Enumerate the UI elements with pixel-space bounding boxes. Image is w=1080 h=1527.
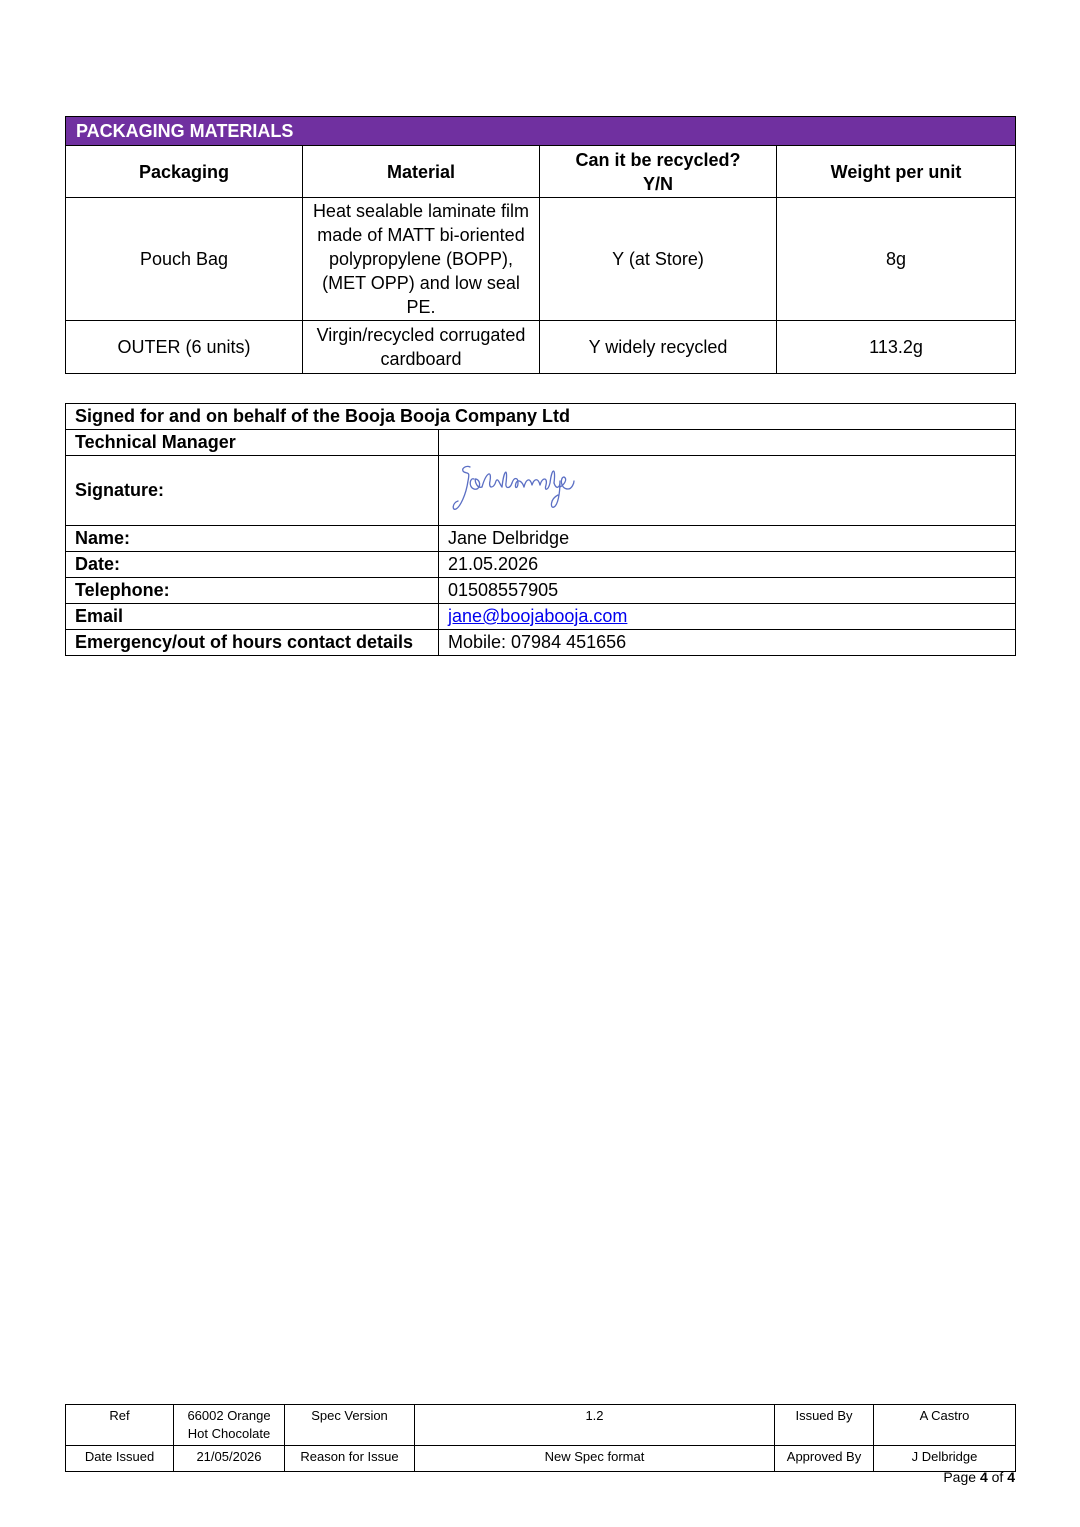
- date-issued-value: 21/05/2026: [174, 1446, 285, 1472]
- ref-value: 66002 Orange Hot Chocolate: [174, 1405, 285, 1446]
- table-row: [66, 321, 1016, 374]
- page-prefix: Page: [943, 1469, 977, 1485]
- column-header-recycled-line2: Y/N: [642, 173, 673, 194]
- approved-by-value: J Delbridge: [874, 1446, 1016, 1472]
- reason-value: New Spec format: [415, 1446, 775, 1472]
- packaging-materials-table: [65, 116, 1016, 374]
- spec-version-label: Spec Version: [285, 1405, 415, 1446]
- spec-version-value: 1.2: [415, 1405, 775, 1446]
- signature-image: [448, 459, 588, 517]
- column-header-packaging: Packaging: [66, 146, 303, 198]
- column-header-recycled-line1: Can it be recycled?: [575, 149, 741, 170]
- cell-weight: 113.2g: [777, 321, 1016, 374]
- cell-packaging: OUTER (6 units): [66, 321, 303, 374]
- emergency-label: Emergency/out of hours contact details: [66, 630, 439, 656]
- telephone-label: Telephone:: [66, 578, 439, 604]
- page-of: of: [991, 1469, 1004, 1485]
- section-title: PACKAGING MATERIALS: [66, 117, 1016, 146]
- document-control-table: [65, 1404, 1016, 1472]
- page-current: 4: [979, 1469, 988, 1485]
- date-issued-label: Date Issued: [66, 1446, 174, 1472]
- issued-by-label: Issued By: [775, 1405, 874, 1446]
- signature-label: Signature:: [66, 456, 439, 526]
- signoff-table: [65, 403, 1016, 656]
- email-link[interactable]: jane@boojabooja.com: [448, 606, 628, 626]
- signature-cell: [439, 456, 1016, 526]
- column-header-recycled: [540, 146, 777, 198]
- cell-recycled: Y (at Store): [540, 198, 777, 321]
- signoff-title: Signed for and on behalf of the Booja Booja Company Ltd: [66, 404, 1016, 430]
- date-value: 21.05.2026: [439, 552, 1016, 578]
- emergency-value: Mobile: 07984 451656: [439, 630, 1016, 656]
- name-value: Jane Delbridge: [439, 526, 1016, 552]
- role-label: Technical Manager: [66, 430, 439, 456]
- column-header-material: Material: [303, 146, 540, 198]
- reason-label: Reason for Issue: [285, 1446, 415, 1472]
- page-number: [943, 1469, 1015, 1485]
- cell-material: Heat sealable laminate film made of MATT bi-oriented polypropylene (BOPP), (MET OPP) and low seal PE.: [303, 198, 540, 321]
- page-total: 4: [1007, 1469, 1015, 1485]
- approved-by-label: Approved By: [775, 1446, 874, 1472]
- name-label: Name:: [66, 526, 439, 552]
- date-label: Date:: [66, 552, 439, 578]
- role-value: [439, 430, 1016, 456]
- telephone-value: 01508557905: [439, 578, 1016, 604]
- cell-packaging: Pouch Bag: [66, 198, 303, 321]
- column-header-weight: Weight per unit: [777, 146, 1016, 198]
- cell-material: Virgin/recycled corrugated cardboard: [303, 321, 540, 374]
- issued-by-value: A Castro: [874, 1405, 1016, 1446]
- table-row: [66, 198, 1016, 321]
- cell-weight: 8g: [777, 198, 1016, 321]
- email-cell: [439, 604, 1016, 630]
- cell-recycled: Y widely recycled: [540, 321, 777, 374]
- email-label: Email: [66, 604, 439, 630]
- ref-label: Ref: [66, 1405, 174, 1446]
